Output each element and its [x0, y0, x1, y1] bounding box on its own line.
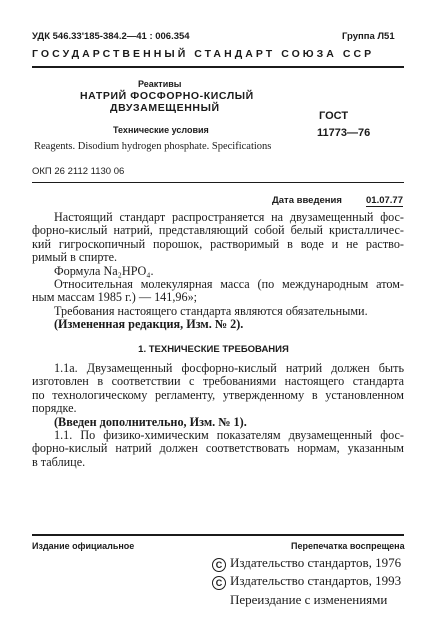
molar-mass-line: ным массам 1985 г.) — 141,96»; — [32, 290, 198, 305]
formula-line — [32, 265, 404, 278]
section1-body — [32, 362, 404, 469]
copyright-icon: С — [212, 576, 226, 590]
okp-code: ОКП 26 2112 1130 06 — [32, 166, 125, 177]
section-heading: 1. ТЕХНИЧЕСКИЕ ТРЕБОВАНИЯ — [138, 344, 289, 355]
copyright-text: Издательство стандартов, 1976 — [230, 555, 402, 570]
copyright-text: Издательство стандартов, 1993 — [230, 573, 402, 588]
copyright-1976 — [212, 555, 401, 572]
clause-line: 1.1а. Двузамещенный фосфорно-кислый натрий должен быть — [54, 361, 404, 375]
official-edition: Издание официальное — [32, 541, 135, 551]
molar-mass-line: Относительная молекулярная масса (по международным атом- — [54, 277, 404, 292]
footer-rule — [32, 534, 404, 536]
okp-rule — [32, 182, 404, 183]
gost-number: 11773—76 — [317, 127, 371, 139]
formula-label: Формула — [54, 263, 101, 278]
intro-date-value: 01.07.77 — [366, 195, 403, 206]
clause-line: форно-кислый натрий должен соответствовать нормам, указанным — [32, 441, 404, 456]
clause-line: изготовлен в соответствии с требованиями настоящего стандарта — [32, 374, 404, 389]
clause-line: в таблице. — [32, 454, 86, 469]
clause-line: 1.1. По физико-химическим показателям двузамещенный фос- — [54, 428, 404, 443]
product-name-line2: ДВУЗАМЕЩЕННЫЙ — [110, 102, 220, 114]
header-rule — [32, 66, 404, 68]
mandatory-note: Требования настоящего стандарта являются обязательными. — [54, 303, 368, 318]
product-name-line1: НАТРИЙ ФОСФОРНО-КИСЛЫЙ — [80, 90, 254, 102]
added-note: (Введен дополнительно, Изм. № 1). — [54, 414, 247, 429]
english-title: Reagents. Disodium hydrogen phosphate. Specifications — [34, 141, 272, 152]
technical-conditions: Технические условия — [113, 125, 209, 135]
standard-title: ГОСУДАРСТВЕННЫЙ СТАНДАРТ СОЮЗА ССР — [32, 48, 375, 60]
reprint-notice: Перепечатка воспрещена — [291, 541, 405, 551]
copyright-icon: С — [212, 558, 226, 572]
preamble-line: римый в спирте. — [32, 250, 118, 265]
reissue-note: Переиздание с изменениями — [230, 592, 388, 607]
chemical-formula: Na₂HPO₄. — [103, 263, 154, 278]
preamble — [32, 211, 404, 332]
preamble-line: Настоящий стандарт распространяется на двузамещенный фос- — [54, 210, 404, 224]
preamble-line: кий гигроскопичный порошок, растворимый в воде и не раство- — [32, 236, 404, 251]
intro-date-label: Дата введения — [272, 195, 342, 206]
clause-line: по технологическому регламенту, утвержденному в установленном — [32, 387, 404, 402]
amendment-note: (Измененная редакция, Изм. № 2). — [54, 317, 244, 332]
clause-line: порядке. — [32, 401, 77, 416]
preamble-line: форно-кислый натрий, представляющий собой белый кристалличес- — [32, 223, 404, 238]
gost-label: ГОСТ — [319, 110, 349, 122]
group-code: Группа Л51 — [342, 31, 395, 42]
product-kind: Реактивы — [138, 79, 182, 89]
copyright-1993 — [212, 573, 401, 590]
udk-code: УДК 546.33'185-384.2—41 : 006.354 — [32, 31, 190, 42]
